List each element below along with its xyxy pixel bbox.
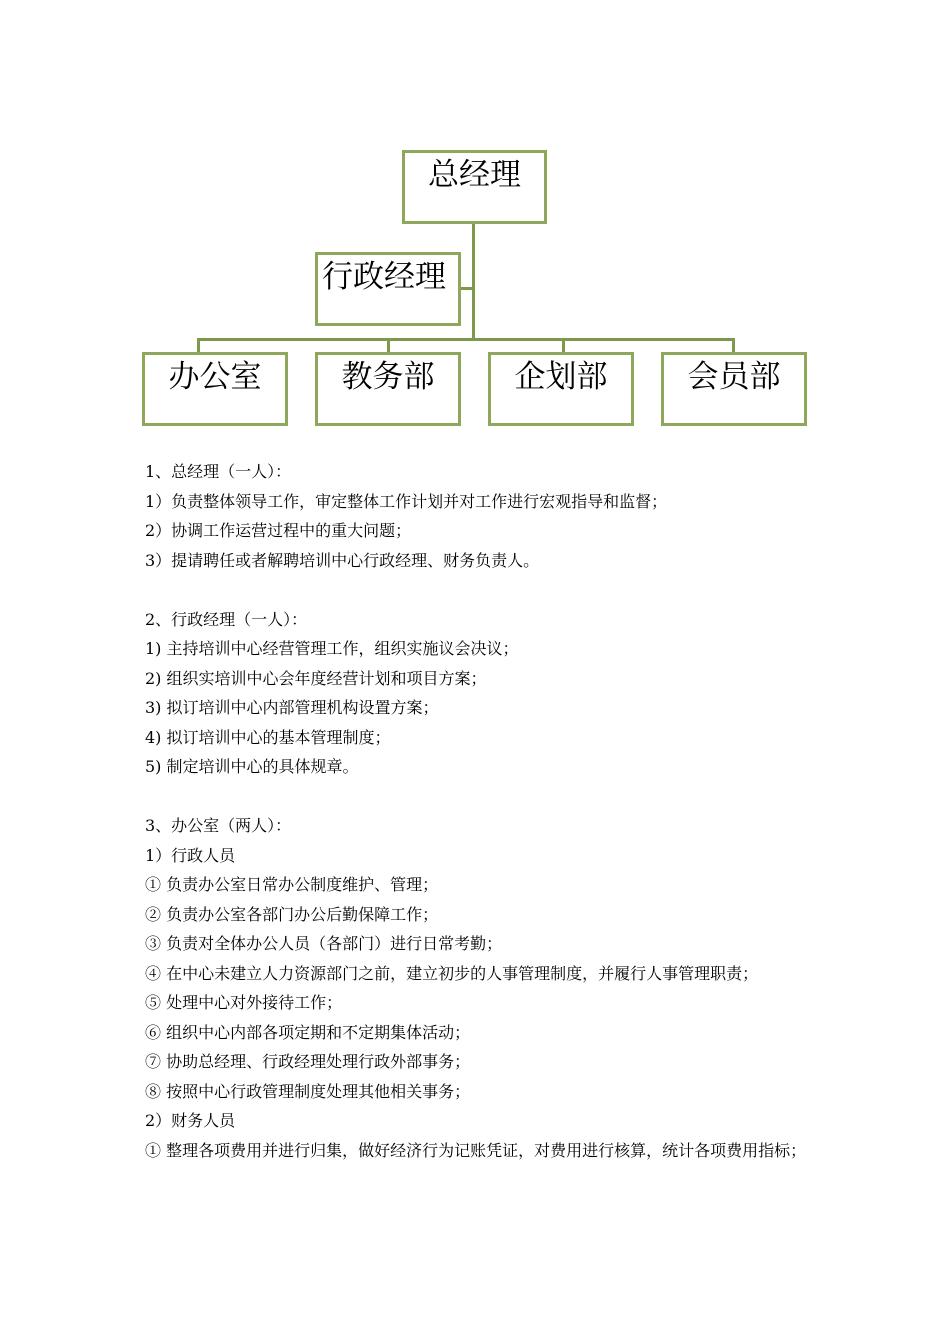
list-item: 2) 组织实培训中心会年度经营计划和项目方案；: [145, 668, 487, 688]
section-heading: 1、总经理（一人）：: [145, 462, 292, 481]
list-item: 5) 制定培训中心的具体规章。: [145, 757, 359, 776]
spacer: [145, 575, 815, 605]
list-item: 1) 主持培训中心经营管理工作，组织实施议会决议；: [145, 639, 519, 658]
list-item: ① 整理各项费用并进行归集，做好经济行为记账凭证，对费用进行核算，统计各项费用指标；: [145, 1140, 807, 1160]
list-item: ② 负责办公室各部门办公后勤保障工作；: [145, 904, 439, 924]
list-item: 1）负责整体领导工作，审定整体工作计划并对工作进行宏观指导和监督；: [145, 491, 668, 511]
org-box-general-manager: [402, 150, 547, 224]
org-label: 企划部: [514, 359, 608, 395]
spacer: [145, 782, 815, 812]
connector-top-vertical: [472, 222, 475, 340]
connector-horizontal-bus: [197, 338, 735, 341]
org-box-admin-manager: [315, 252, 461, 326]
list-item: ⑦ 协助总经理、行政经理处理行政外部事务；: [145, 1052, 471, 1071]
list-item: ⑥ 组织中心内部各项定期和不定期集体活动；: [145, 1022, 471, 1042]
list-item: 2）协调工作运营过程中的重大问题；: [145, 521, 412, 540]
org-label: 教务部: [341, 359, 435, 395]
list-item: 3）提请聘任或者解聘培训中心行政经理、财务负责人。: [145, 550, 540, 570]
org-box-planning: [488, 352, 634, 426]
subsection-heading: 2）财务人员: [145, 1111, 236, 1130]
list-item: 3) 拟订培训中心内部管理机构设置方案；: [145, 698, 439, 717]
org-label: 办公室: [168, 359, 262, 395]
org-box-academic: [315, 352, 461, 426]
org-box-office: [142, 352, 288, 426]
org-label: 行政经理: [322, 259, 446, 295]
org-label: 会员部: [687, 359, 781, 395]
list-item: ⑤ 处理中心对外接待工作；: [145, 993, 343, 1012]
list-item: ① 负责办公室日常办公制度维护、管理；: [145, 875, 439, 894]
section-heading: 3、办公室（两人）：: [145, 816, 292, 835]
list-item: ③ 负责对全体办公人员（各部门）进行日常考勤；: [145, 934, 503, 953]
list-item: ⑧ 按照中心行政管理制度处理其他相关事务；: [145, 1081, 471, 1101]
list-item: ④ 在中心未建立人力资源部门之前，建立初步的人事管理制度，并履行人事管理职责；: [145, 963, 759, 983]
org-label: 总经理: [428, 157, 521, 193]
subsection-heading: 1）行政人员: [145, 845, 236, 865]
org-box-membership: [661, 352, 807, 426]
document-body: [145, 457, 815, 1165]
section-heading: 2、行政经理（一人）：: [145, 609, 308, 629]
list-item: 4) 拟订培训中心的基本管理制度；: [145, 727, 391, 747]
connector-middle-branch: [460, 287, 474, 290]
org-chart: [0, 0, 950, 440]
